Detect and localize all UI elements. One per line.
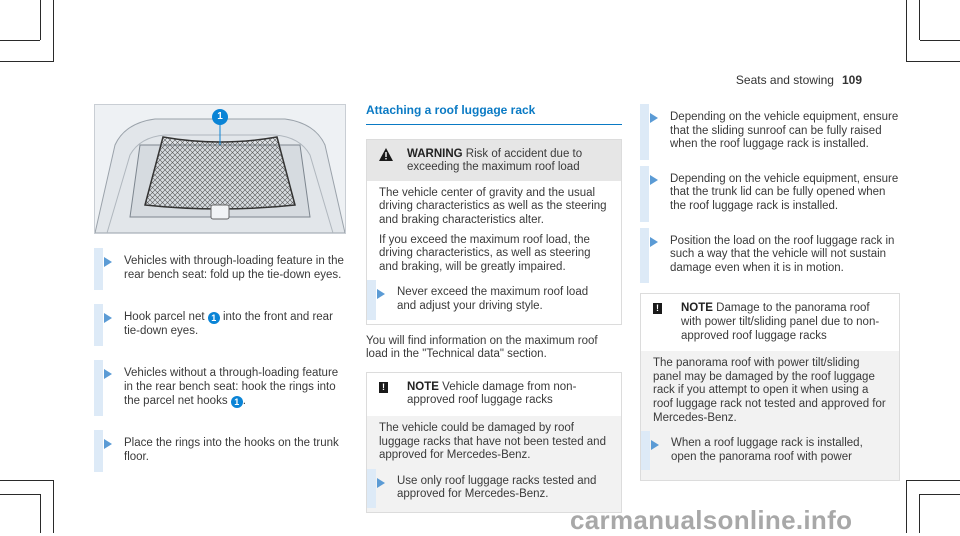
watermark: carmanualsonline.info [570, 505, 853, 535]
note-body: The vehicle could be damaged by roof luggage racks that have not been tested and approved for Mercedes-Benz. Use only roof luggage racks tested and approved for Mercedes-Benz. [367, 416, 621, 512]
running-header [736, 73, 862, 87]
arrow-icon [651, 440, 659, 450]
crop-mark [906, 0, 907, 62]
step: Depending on the vehicle equipment, ensure that the trunk lid can be fully opened when the roof luggage rack is installed. [640, 166, 900, 222]
step: Place the rings into the hooks on the trunk floor. [94, 430, 346, 472]
note-body: The panorama roof with power tilt/sliding panel may be damaged by the roof luggage rack if you attempt to open it when using a roof luggage rack not tested and approved for Mercedes-Benz. When a roof luggage rack is installed, open the panorama roof with power [641, 351, 899, 480]
step: Position the load on the roof luggage rack in such a way that the vehicle will not sustain damage even when it is in motion. [640, 228, 900, 284]
note-box [366, 372, 622, 513]
crop-mark [0, 40, 40, 41]
callout-1: 1 [212, 109, 228, 125]
arrow-icon [104, 257, 112, 267]
step: When a roof luggage rack is installed, open the panorama roof with power [641, 431, 887, 470]
step: Hook parcel net 1 into the front and rear tie-down eyes. [94, 304, 346, 346]
warning-body: The vehicle center of gravity and the usual driving characteristics as well as the steering and braking characteristics alter. If you exceed the maximum roof load, the driving characteristics, as well as steering and braking, will be greatly impaired. Never exceed the maximum roof load and adjust your driving style. [367, 181, 621, 324]
crop-mark [919, 494, 960, 495]
step: Never exceed the maximum roof load and adjust your driving style. [367, 280, 609, 319]
warning-box [366, 139, 622, 325]
arrow-icon [650, 113, 658, 123]
crop-mark [53, 0, 54, 62]
section-name: Seats and stowing [735, 73, 834, 87]
callout-badge: 1 [208, 312, 220, 324]
page-number: 109 [841, 73, 862, 87]
column-1 [94, 104, 346, 472]
note-header: ! NOTE Vehicle damage from non-approved roof luggage racks [367, 373, 621, 416]
column-2 [366, 104, 622, 513]
crop-mark [919, 0, 920, 40]
note-header: ! NOTE Damage to the panorama roof with power tilt/sliding panel due to non-approved roof luggage racks [641, 294, 899, 351]
arrow-icon [650, 175, 658, 185]
note-label: NOTE [407, 380, 439, 393]
arrow-icon [104, 439, 112, 449]
arrow-icon [377, 289, 385, 299]
section-title: Attaching a roof luggage rack [366, 104, 622, 125]
warning-header: WARNING Risk of accident due to exceeding the maximum roof load [367, 140, 621, 181]
arrow-icon [377, 478, 385, 488]
crop-mark [919, 494, 920, 533]
crop-mark [0, 494, 40, 495]
body-text: You will find information on the maximum roof load in the "Technical data" section. [366, 334, 598, 361]
crop-mark [40, 0, 41, 40]
step: Vehicles without a through-loading feature in the rear bench seat: hook the rings into the parcel net hooks 1 . [94, 360, 346, 416]
warning-label: WARNING [407, 147, 463, 160]
crop-mark [0, 480, 53, 481]
crop-mark [0, 61, 53, 62]
column-3 [640, 104, 900, 481]
crop-mark [906, 61, 960, 62]
callout-badge: 1 [231, 396, 243, 408]
step: Depending on the vehicle equipment, ensure that the sliding sunroof can be fully raised when the roof luggage rack is installed. [640, 104, 900, 160]
step: Use only roof luggage racks tested and approved for Mercedes-Benz. [367, 469, 609, 508]
crop-mark [906, 480, 907, 533]
note-label: NOTE [681, 302, 713, 315]
note-box [640, 293, 900, 481]
exclamation-icon: ! [653, 302, 681, 343]
crop-mark [920, 40, 960, 41]
warning-triangle-icon [379, 148, 407, 175]
crop-mark [906, 480, 960, 481]
arrow-icon [104, 369, 112, 379]
step: Vehicles with through-loading feature in the rear bench seat: fold up the tie-down eyes. [94, 248, 346, 290]
crop-mark [40, 494, 41, 533]
arrow-icon [650, 237, 658, 247]
arrow-icon [104, 313, 112, 323]
exclamation-icon: ! [379, 381, 407, 408]
crop-mark [53, 480, 54, 533]
